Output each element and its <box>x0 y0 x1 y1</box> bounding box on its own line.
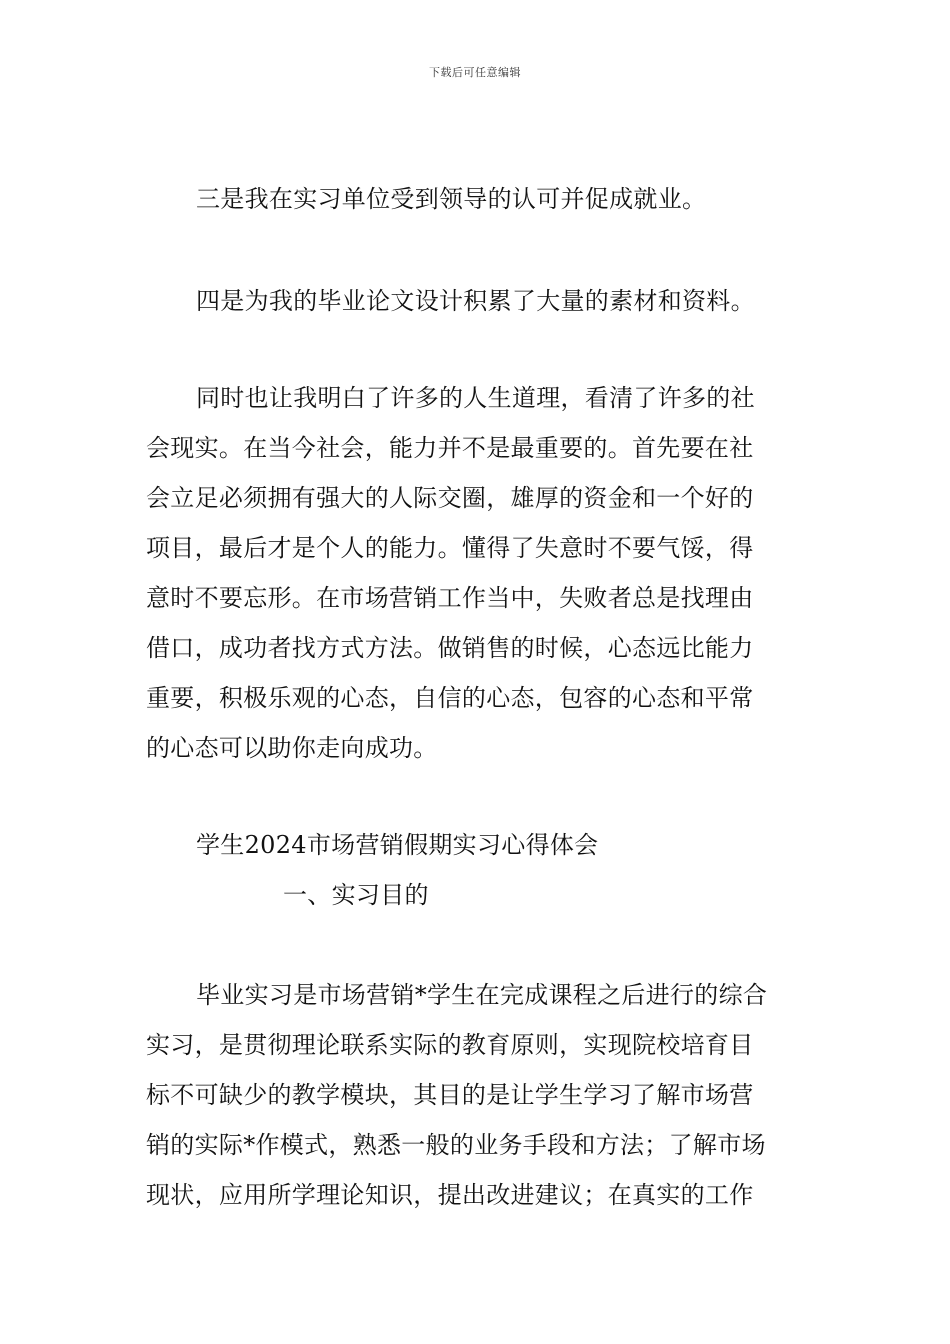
paragraph-point-four: 四是为我的毕业论文设计积累了大量的素材和资料。 <box>196 287 755 315</box>
text-line: 现状，应用所学理论知识，提出改进建议；在真实的工作 <box>146 1181 754 1209</box>
text-line: 重要，积极乐观的心态，自信的心态，包容的心态和平常 <box>146 684 754 712</box>
document-title: 学生2024市场营销假期实习心得体会 <box>196 831 599 859</box>
text-line: 同时也让我明白了许多的人生道理，看清了许多的社 <box>196 384 755 412</box>
text-line: 会立足必须拥有强大的人际交圈，雄厚的资金和一个好的 <box>146 484 754 512</box>
paragraph-point-three: 三是我在实习单位受到领导的认可并促成就业。 <box>196 185 707 213</box>
text-line: 标不可缺少的教学模块，其目的是让学生学习了解市场营 <box>146 1081 754 1109</box>
text-line: 的心态可以助你走向成功。 <box>146 734 438 762</box>
page-header: 下载后可任意编辑 <box>429 66 521 79</box>
section-heading: 一、实习目的 <box>283 881 429 909</box>
text-line: 借口，成功者找方式方法。做销售的时候，心态远比能力 <box>146 634 754 662</box>
text-line: 意时不要忘形。在市场营销工作当中，失败者总是找理由 <box>146 584 754 612</box>
text-line: 会现实。在当今社会，能力并不是最重要的。首先要在社 <box>146 434 754 462</box>
text-line: 项目，最后才是个人的能力。懂得了失意时不要气馁，得 <box>146 534 754 562</box>
text-line: 销的实际*作模式，熟悉一般的业务手段和方法；了解市场 <box>146 1131 766 1159</box>
text-line: 实习，是贯彻理论联系实际的教育原则，实现院校培育目 <box>146 1031 754 1059</box>
text-line: 毕业实习是市场营销*学生在完成课程之后进行的综合 <box>196 981 768 1009</box>
